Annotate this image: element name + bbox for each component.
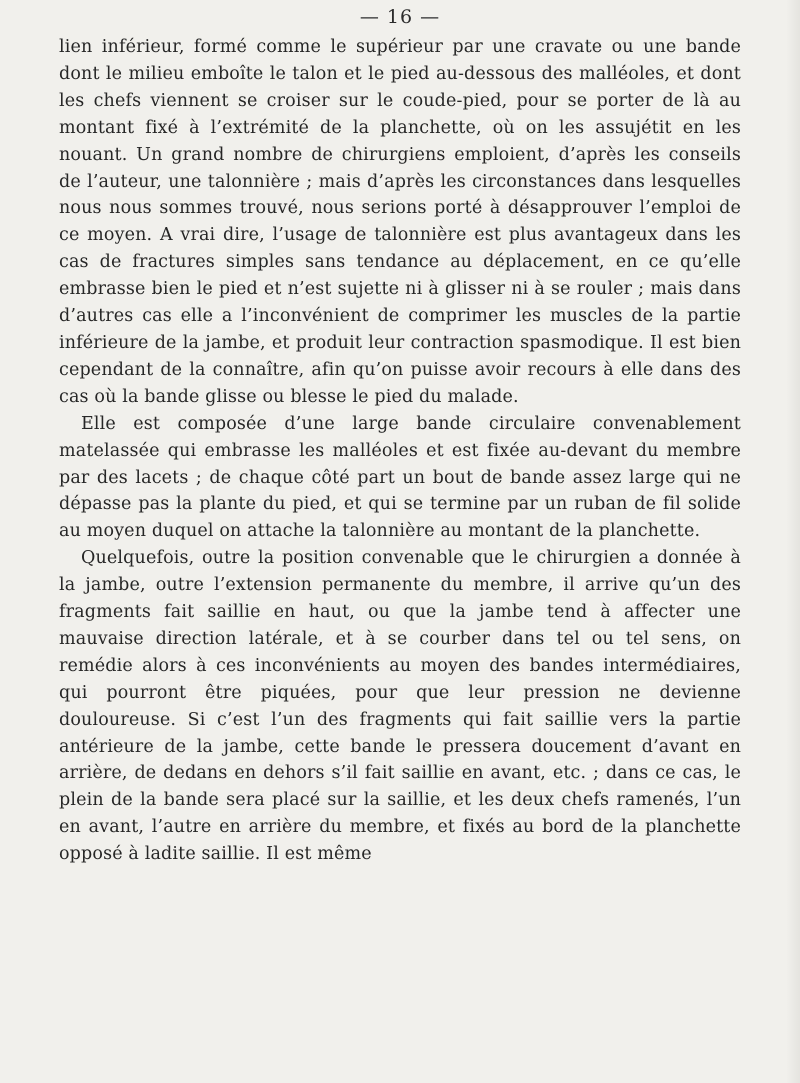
paragraph-continued: lien inférieur, formé comme le supérieur par une cravate ou une bande dont le milieu emboîte le talon et le pied au-dessous des malléoles, et dont les chefs viennent se croiser sur le coude-pied, pour se porter de là au montant fixé à l’extrémité de la planchette, où on les assujétit en les nouant. Un grand nombre de chirurgiens emploient, d’après les conseils de l’auteur, une talonnière ; mais d’après les circonstances dans lesquelles nous nous sommes trouvé, nous serions porté à désapprouver l’emploi de ce moyen. A vrai dire, l’usage de talonnière est plus avantageux dans les cas de fractures simples sans tendance au déplacement, en ce qu’elle embrasse bien le pied et n’est sujette ni à glisser ni à se rouler ; mais dans d’autres cas elle a l’inconvénient de comprimer les muscles de la partie inférieure de la jambe, et produit leur contraction spasmodique. Il est bien cependant de la connaître, afin qu’on puisse avoir recours à elle dans des cas où la bande glisse ou blesse le pied du malade. (59, 37, 741, 407)
body-text (59, 34, 741, 868)
page-edge-shadow (786, 0, 800, 1083)
paragraph: Quelquefois, outre la position convenable que le chirurgien a donnée à la jambe, outre l’extension permanente du membre, il arrive qu’un des fragments fait saillie en haut, ou que la jambe tend à affecter une mauvaise direction latérale, et à se courber dans tel ou tel sens, on remédie alors à ces inconvénients au moyen des bandes intermédiaires, qui pourront être piquées, pour que leur pression ne devienne douloureuse. Si c’est l’un des fragments qui fait saillie vers la partie antérieure de la jambe, cette bande le pressera doucement d’avant en arrière, de dedans en dehors s’il fait saillie en avant, etc. ; dans ce cas, le plein de la bande sera placé sur la saillie, et les deux chefs ramenés, l’un en avant, l’autre en arrière du membre, et fixés au bord de la planchette opposé à ladite saillie. Il est même (59, 548, 741, 865)
page-number: — 16 — (359, 6, 441, 28)
paragraph: Elle est composée d’une large bande circulaire convenablement matelassée qui embrasse les malléoles et est fixée au-devant du membre par des lacets ; de chaque côté part un bout de bande assez large qui ne dépasse pas la plante du pied, et qui se termine par un ruban de fil solide au moyen duquel on attache la talonnière au montant de la planchette. (59, 413, 741, 542)
